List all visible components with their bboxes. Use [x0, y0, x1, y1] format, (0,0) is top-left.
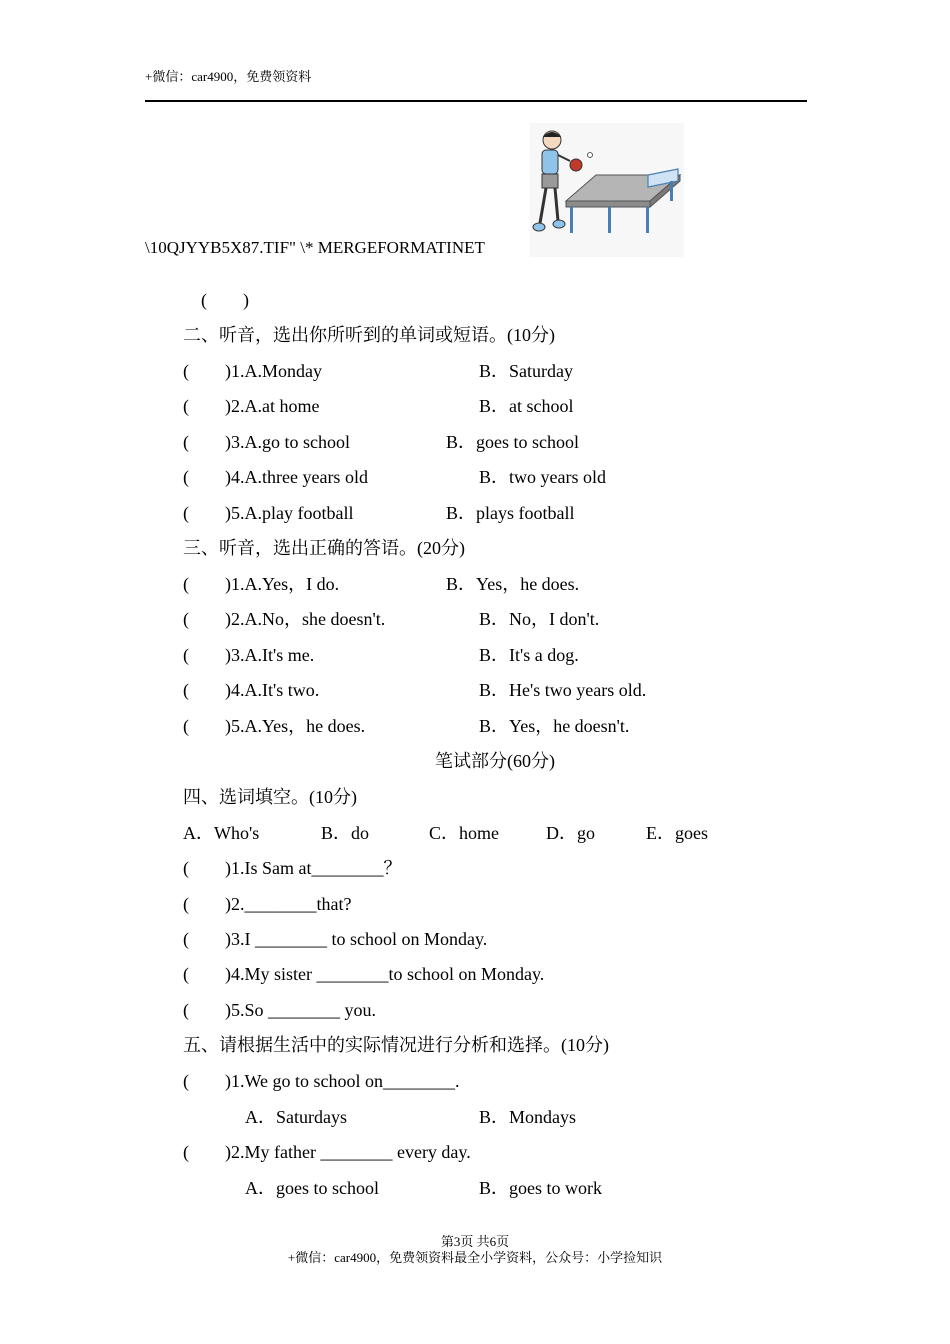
- s4-option-d: D．go: [546, 823, 595, 843]
- s3-q1: ( )1.A.Yes，I do.: [183, 574, 340, 594]
- s5-q1-option-a: A．Saturdays: [245, 1107, 347, 1127]
- s5-q1: ( )1.We go to school on________.: [183, 1071, 460, 1091]
- s2-q2: ( )2.A.at home: [183, 396, 320, 416]
- s3-q4-option-b: B．He's two years old.: [479, 680, 647, 700]
- s4-q4: ( )4.My sister ________to school on Monday.: [183, 964, 545, 984]
- written-part-title: 笔试部分(60分): [435, 751, 555, 771]
- section-3-title: 三、听音，选出正确的答语。(20分): [183, 538, 465, 558]
- s4-option-a: A．Who's: [183, 823, 260, 843]
- s3-q3: ( )3.A.It's me.: [183, 645, 315, 665]
- s3-q1-option-b: B．Yes，he does.: [446, 574, 580, 594]
- s5-q1-option-b: B．Mondays: [479, 1107, 577, 1127]
- s4-q3: ( )3.I ________ to school on Monday.: [183, 929, 488, 949]
- footer-watermark: +微信：car4900，免费领资料最全小学资料，公众号：小学捡知识: [287, 1250, 663, 1265]
- answer-paren: ( ): [201, 290, 249, 310]
- s3-q2: ( )2.A.No，she doesn't.: [183, 609, 386, 629]
- table-tennis-illustration: [530, 123, 684, 257]
- s2-q5-option-b: B．plays football: [446, 503, 575, 523]
- s5-q2: ( )2.My father ________ every day.: [183, 1142, 471, 1162]
- s2-q5: ( )5.A.play football: [183, 503, 354, 523]
- s2-q2-option-b: B．at school: [479, 396, 574, 416]
- s3-q4: ( )4.A.It's two.: [183, 680, 320, 700]
- s4-q1: ( )1.Is Sam at________？: [183, 858, 402, 878]
- s2-q4: ( )4.A.three years old: [183, 467, 368, 487]
- s4-option-b: B．do: [321, 823, 370, 843]
- s3-q2-option-b: B．No，I don't.: [479, 609, 600, 629]
- header-rule: [145, 100, 807, 102]
- s4-option-c: C．home: [429, 823, 499, 843]
- s3-q5: ( )5.A.Yes，he does.: [183, 716, 366, 736]
- s5-q2-option-b: B．goes to work: [479, 1178, 602, 1198]
- s3-q3-option-b: B．It's a dog.: [479, 645, 579, 665]
- s2-q1: ( )1.A.Monday: [183, 361, 322, 381]
- section-2-title: 二、听音，选出你所听到的单词或短语。(10分): [183, 325, 555, 345]
- s5-q2-option-a: A．goes to school: [245, 1178, 379, 1198]
- figure-caption: \10QJYYB5X87.TIF" \* MERGEFORMATINET: [145, 238, 485, 257]
- s2-q3-option-b: B．goes to school: [446, 432, 579, 452]
- s3-q5-option-b: B．Yes，he doesn't.: [479, 716, 630, 736]
- section-5-title: 五、请根据生活中的实际情况进行分析和选择。(10分): [183, 1035, 609, 1055]
- s2-q3: ( )3.A.go to school: [183, 432, 350, 452]
- section-4-title: 四、选词填空。(10分): [183, 787, 357, 807]
- page-number: 第3页 共6页: [440, 1234, 510, 1249]
- header-watermark: +微信：car4900，免费领资料: [145, 69, 312, 84]
- s2-q1-option-b: B．Saturday: [479, 361, 573, 381]
- s4-option-e: E．goes: [646, 823, 708, 843]
- s2-q4-option-b: B．two years old: [479, 467, 606, 487]
- s4-q5: ( )5.So ________ you.: [183, 1000, 376, 1020]
- s4-q2: ( )2.________that?: [183, 894, 352, 914]
